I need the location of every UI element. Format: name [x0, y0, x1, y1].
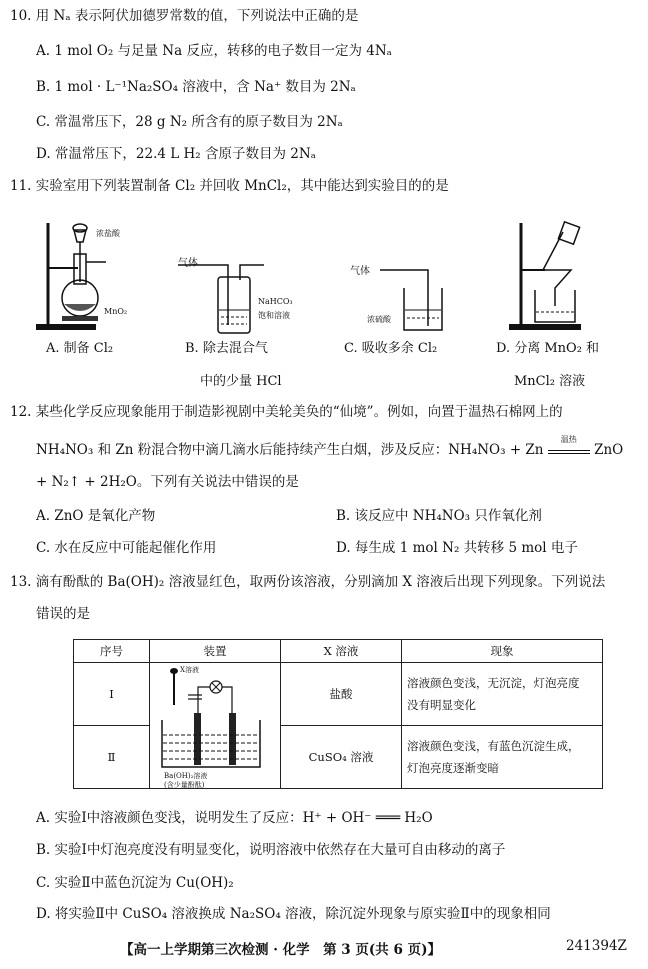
row-1-phenomenon-line-2: 没有明显变化 — [407, 698, 476, 712]
apparatus-cell — [150, 663, 281, 789]
q12-line-2-post: ZnO — [594, 442, 624, 458]
label-conc-hcl: 浓盐酸 — [96, 229, 120, 238]
table-row — [74, 663, 603, 726]
row-2-no: Ⅱ — [74, 726, 150, 789]
figure-a-caption: A. 制备 Cl₂ — [46, 341, 114, 356]
q13-option-d: D. 将实验Ⅱ中 CuSO₄ 溶液换成 Na₂SO₄ 溶液，除沉淀外现象与原实验Ⅱ中的现象相同 — [36, 906, 551, 922]
row-1-phenomenon — [402, 663, 603, 726]
q10-option-a: A. 1 mol O₂ 与足量 Na 反应，转移的电子数目一定为 4Nₐ — [36, 43, 392, 59]
row-2-x: CuSO₄ 溶液 — [281, 726, 402, 789]
q12-option-b: B. 该反应中 NH₄NO₃ 只作氧化剂 — [336, 508, 542, 524]
q13-option-b: B. 实验Ⅰ中灯泡亮度没有明显变化，说明溶液中依然存在大量可自由移动的离子 — [36, 842, 506, 858]
q12-option-c: C. 水在反应中可能起催化作用 — [36, 540, 217, 556]
experiment-table — [73, 639, 603, 789]
reaction-condition: 温热 — [560, 435, 577, 444]
row-1-phenomenon-line-1: 溶液颜色变浅，无沉淀，灯泡亮度 — [407, 676, 580, 690]
q12-line-1: 12. 某些化学反应现象能用于制造影视剧中美轮美奂的“仙境”。例如，向置于温热石棉网上的 — [10, 404, 563, 420]
q10-option-c: C. 常温常压下，28 g N₂ 所含有的原子数目为 2Nₐ — [36, 114, 343, 130]
q13-option-c: C. 实验Ⅱ中蓝色沉淀为 Cu(OH)₂ — [36, 875, 234, 891]
flask-apparatus-icon — [34, 218, 154, 333]
page-code: 241394Z — [566, 938, 627, 954]
figure-b-caption-2: 中的少量 HCl — [200, 374, 282, 389]
q13-line-2: 错误的是 — [36, 606, 90, 622]
table-header-row — [74, 640, 603, 663]
page-footer: 【高一上学期第三次检测 · 化学 第 3 页(共 6 页)】 — [120, 942, 441, 958]
header-phenomenon: 现象 — [402, 640, 603, 663]
row-2-phenomenon — [402, 726, 603, 789]
label-mno2: MnO₂ — [104, 307, 128, 316]
q10-option-b: B. 1 mol · L⁻¹Na₂SO₄ 溶液中，含 Na⁺ 数目为 2Nₐ — [36, 79, 356, 95]
q12-option-d: D. 每生成 1 mol N₂ 共转移 5 mol 电子 — [336, 540, 578, 556]
label-baoh2-solution: Ba(OH)₂溶液 — [164, 772, 208, 780]
row-2-phenomenon-line-1: 溶液颜色变浅，有蓝色沉淀生成， — [407, 739, 580, 753]
header-apparatus: 装置 — [150, 640, 281, 663]
label-saturated-solution: 饱和溶液 — [258, 311, 290, 320]
label-phenolphthalein: (含少量酚酞) — [164, 781, 205, 789]
q13-line-1: 13. 滴有酚酞的 Ba(OH)₂ 溶液显红色，取两份该溶液，分别滴加 X 溶液后出现下列现象。下列说法 — [10, 574, 606, 590]
label-gas-b: 气体 — [178, 258, 198, 269]
q12-line-2 — [36, 435, 624, 460]
label-x-solution: X溶液 — [180, 666, 199, 674]
q13-option-a: A. 实验Ⅰ中溶液颜色变浅，说明发生了反应：H⁺ + OH⁻ ═══ H₂O — [36, 810, 433, 826]
q12-option-a: A. ZnO 是氧化产物 — [36, 508, 156, 524]
label-nahco3: NaHCO₃ — [258, 297, 293, 306]
q11-stem: 11. 实验室用下列装置制备 Cl₂ 并回收 MnCl₂，其中能达到实验目的的是 — [10, 178, 449, 194]
filtration-apparatus-icon — [505, 218, 605, 333]
header-x-solution: X 溶液 — [281, 640, 402, 663]
row-1-x: 盐酸 — [281, 663, 402, 726]
label-gas-c: 气体 — [350, 266, 370, 277]
reaction-arrow — [548, 435, 590, 454]
figure-d-caption-1: D. 分离 MnO₂ 和 — [496, 341, 600, 356]
q12-line-2-pre: NH₄NO₃ 和 Zn 粉混合物中滴几滴水后能持续产生白烟，涉及反应：NH₄NO₃ + Zn — [36, 442, 544, 458]
row-2-phenomenon-line-2: 灯泡亮度逐渐变暗 — [407, 761, 499, 775]
header-no: 序号 — [74, 640, 150, 663]
figure-d-caption-2: MnCl₂ 溶液 — [514, 374, 586, 389]
row-1-no: Ⅰ — [74, 663, 150, 726]
q12-line-3: + N₂↑ + 2H₂O。下列有关说法中错误的是 — [36, 474, 299, 490]
figure-b-caption-1: B. 除去混合气 — [185, 341, 268, 356]
figure-c-caption: C. 吸收多余 Cl₂ — [344, 341, 438, 356]
label-conc-h2so4: 浓硫酸 — [367, 315, 391, 324]
q10-option-d: D. 常温常压下，22.4 L H₂ 含原子数目为 2Nₐ — [36, 146, 316, 162]
q10-stem: 10. 用 Nₐ 表示阿伏加德罗常数的值，下列说法中正确的是 — [10, 8, 359, 24]
